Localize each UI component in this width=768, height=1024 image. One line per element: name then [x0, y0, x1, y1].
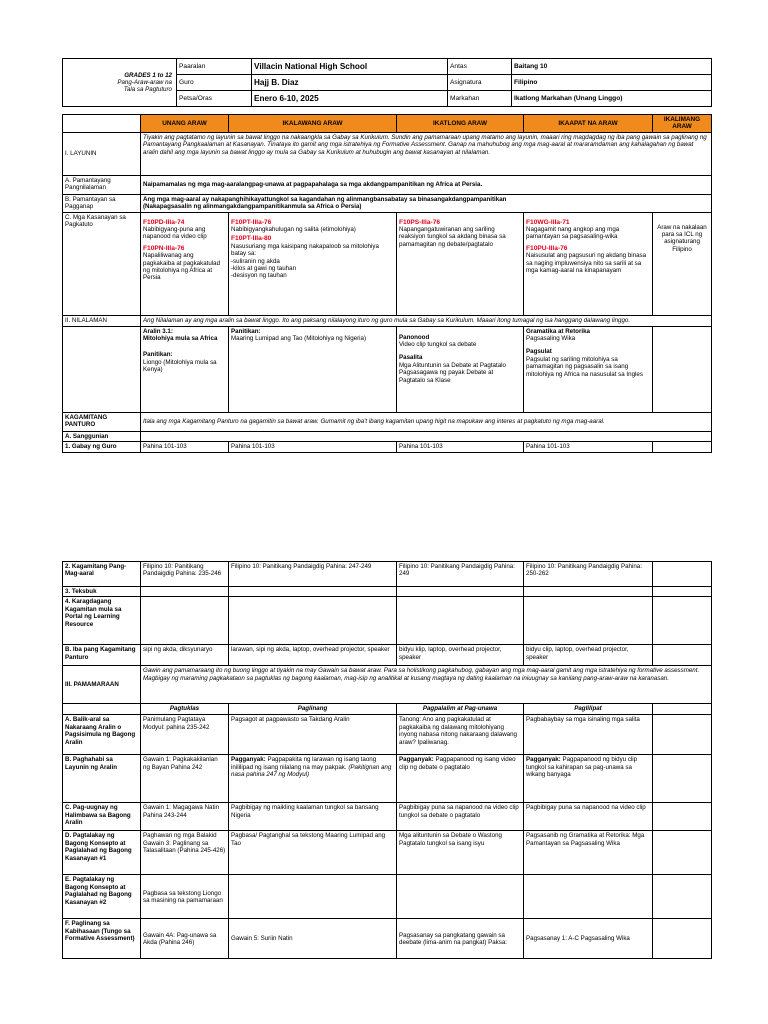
balik-aral-day1: Panimulang Pagtataya Modyul: pahina 235-242 — [141, 715, 229, 755]
iba-day3: bidyu klip, laptop, overhead projector, speaker — [397, 645, 524, 666]
nilalaman-text: Ang Nilalaman ay ang mga aralin sa bawat linggo. Ito ang paksang nilalayong ituro ng guro mula sa Gabay sa Kurikulum. Maaari itong tumagal ng isa hanggang dalawang linggo. — [141, 315, 712, 326]
competency-code: F10PT-IIIa-80 — [231, 235, 272, 243]
pagtalakay-1-day2: Pagbasa/ Pagtanghal sa tekstong Maaring Lumipad ang Tao — [229, 831, 397, 875]
content-title: Pagsulat ng sariling mitolohiya sa pamamagitan ng pagsasalin sa isang mitolohiya ng Africa na nasusulat sa Ingles — [526, 355, 643, 378]
phase-header: Pagtuklas — [141, 704, 229, 715]
sanggunian-blank — [141, 431, 712, 441]
pamamaraan-text: Gawin ang pamamaraang ito ng buong linggo at tiyakin na may Gawain sa bawat araw. Para sa holistikong pagkahubog, gabayan ang mga mag-aaral gamit ang mga istratehiya ng formative assessment. Magbigay ng maraming pagkakataon sa pagtuklas ng bagong kaalaman, mag-isip ng analitikal at kusang magtaya ng dating kaalaman na iniuugnay sa kanilang pang-araw-araw na karanasan. — [141, 666, 712, 704]
lesson-table-part-2 — [62, 561, 712, 959]
pagtalakay-1-day3: Mga alituntunin sa Debate o Wastong Pagtatalo tungkol sa isang isyu — [397, 831, 524, 875]
competency-code: F10PS-IIIa-76 — [399, 218, 441, 226]
pagtalakay-2-label: E. Pagtalakay ng Bagong Konsepto at Paglalahad ng Bagong Kasanayan #2 — [63, 875, 141, 919]
iba-day2: larawan, sipi ng akda, laptop, overhead projector, speaker — [229, 645, 397, 666]
kagamitan-text: Itala ang mga Kagamitang Panturo na gagamitin sa bawat araw. Gumamit ng iba't ibang kagamitan upang higit na mapukaw ang interes at pagkatuto ng mga mag-aaral. — [141, 412, 712, 431]
magaaral-day2: Filipino 10: Panitikang Pandaigdig Pahina: 247-249 — [229, 562, 397, 587]
pagtalakay-1-label: D. Pagtalakay ng Bagong Konsepto at Paglalahad ng Bagong Kasanayan #1 — [63, 831, 141, 875]
asignatura-label: Asignatura — [448, 75, 512, 91]
competency-text: Nabibigyangkahulugan ng salita (etimolohiya) — [231, 226, 356, 234]
pagganap-label: B. Pamantayan sa Pagganap — [63, 194, 141, 212]
paaralan-label: Paaralan — [177, 59, 252, 75]
pagganyak-label: Pagganyak: — [399, 756, 434, 764]
form-title-line: Tala sa Pagtuturo — [123, 86, 172, 94]
nilalaman-day4 — [524, 326, 653, 412]
pagganyak-label: Pagganyak: — [231, 756, 266, 764]
content-title: Mitolohiya mula sa Africa — [143, 335, 218, 343]
layunin-label: I. LAYUNIN — [63, 132, 141, 175]
asignatura-value: Filipino — [512, 75, 712, 91]
competency-code: F10WG-IIIa-71 — [526, 218, 570, 226]
teksbuk-day2 — [229, 587, 397, 597]
pagtalakay-1-day5 — [653, 831, 712, 875]
kasanayan-day1 — [141, 212, 229, 315]
content-heading: Pasalita — [399, 354, 423, 362]
paglinang-day4: Pagsasanay 1: A-C Pagsasaling Wika — [524, 919, 653, 959]
gabay-day2: Pahina 101-103 — [229, 442, 397, 453]
petsa-label: Petsa/Oras — [177, 91, 252, 107]
competency-text: Napangangatuwiranan ang sariling reaksiyon tungkol sa akdang binasa sa pamamagitan ng debate/pagtatalo — [399, 226, 506, 248]
nilalaman-day5 — [653, 326, 712, 412]
pagganyak-note: (Pakitignan ang nasa pahina 247 ng Modyul) — [231, 763, 392, 779]
teksbuk-day5 — [653, 587, 712, 597]
day-header: IKATLONG ARAW — [397, 115, 524, 133]
pag-uugnay-day4: Pagbibigay puna sa napanood na video clip — [524, 803, 653, 831]
header-table — [62, 58, 712, 107]
balik-aral-day5 — [653, 715, 712, 755]
form-title-line: Pang-Araw-araw na — [117, 78, 172, 86]
corner-cell — [63, 115, 141, 133]
gabay-day3: Pahina 101-103 — [397, 442, 524, 453]
competency-text: Napaliliwanag ang pagkakaiba at pagkakatulad ng mitolohiya ng Africa at Persia — [143, 252, 221, 282]
nilalaman-day3 — [397, 326, 524, 412]
day-header: IKALAWANG ARAW — [229, 115, 397, 133]
magaaral-label: 2. Kagamitang Pang-Mag-aaral — [63, 562, 141, 587]
pangnilalaman-text: Naipamamalas ng mga mag-aaralangpag-unawa at pagpapahalaga sa mga akdangpampanitikan ng Africa at Persia. — [141, 175, 712, 194]
day-header: UNANG ARAW — [141, 115, 229, 133]
sanggunian-label: A. Sanggunian — [63, 431, 141, 441]
magaaral-day3: Filipino 10: Panitikang Pandaigdig Pahina: 249 — [397, 562, 524, 587]
pagganap-line: Ang mga mag-aaral ay nakapanghihikayattungkol sa kagandahan ng alinmangbansabatay sa binasangakdangpampanitikan — [143, 195, 507, 203]
pamamaraan-label: III. PAMAMARAAN — [63, 666, 141, 704]
icl-note: Araw na nakalaan para sa ICL ng asignaturang Filipino — [657, 223, 707, 253]
gabay-day5 — [653, 442, 712, 453]
pag-uugnay-day3: Pagbibigay puna sa napanood na video clip tungkol sa debate o pagtatalo — [397, 803, 524, 831]
pag-uugnay-day1: Gawain 1: Magagawa Natin Pahina 243-244 — [141, 803, 229, 831]
paghahabi-day4 — [524, 755, 653, 803]
pag-uugnay-day2: Pagbibigay ng maikling kaalaman tungkol sa bansang Nigeria — [229, 803, 397, 831]
content-title: Maaring Lumipad ang Tao (Mitolohiya ng Nigeria) — [231, 335, 367, 343]
layunin-text: Tiyakin ang pagtatamo ng layunin sa bawat linggo na nakaangkla sa Gabay sa Kurikulum. Sundin ang pamamaraan upang matamo ang layunin, maaari ring magdagdag ng iba pang gawain sa paglinang ng Pamantayang Pangkaalaman at Kasanayan. Tinataya ito gamit ang mga istratehiya ng Formative Assessment. Ganap na mahuhubog ang mga mag-aaral at mararamdaman ang kahalagahan ng bawat aralin dahil ang mga layunin sa bawat linggo ay mula sa Gabay sa Kurikulum at huhubugin ang bawat kasanayan at nilalaman. — [141, 132, 712, 175]
kasanayan-day4 — [524, 212, 653, 315]
day-header: IKALIMANG ARAW — [653, 115, 712, 133]
guro-value: Hajj B. Diaz — [252, 75, 448, 91]
competency-list-item: -desisyon ng tauhan — [231, 272, 287, 280]
teksbuk-day4 — [524, 587, 653, 597]
kasanayan-day2 — [229, 212, 397, 315]
teksbuk-label: 3. Teksbuk — [63, 587, 141, 597]
content-title: Video clip tungkol sa debate — [399, 341, 477, 349]
iba-day4: bidyu clip, laptop, overhead projector, speaker — [524, 645, 653, 666]
paglinang-day1: Gawain 4A: Pag-unawa sa Akda (Pahina 246) — [141, 919, 229, 959]
form-title-line: GRADES 1 to 12 — [124, 71, 172, 79]
paglinang-day2: Gawain 5: Suriin Natin — [229, 919, 397, 959]
balik-aral-day4: Pagbabaybay sa mga isinaling mga salita — [524, 715, 653, 755]
petsa-value: Enero 6-10, 2025 — [252, 91, 448, 107]
gabay-day4: Pahina 101-103 — [524, 442, 653, 453]
balik-aral-day3: Tanong: Ano ang pagkakatulad at pagkakaiba ng dalawang mitolohiyang inyong nabasa nitong nakaraang dalawang araw? Ipaliwanag. — [397, 715, 524, 755]
content-title: Mga Alituntunin sa Debate at Pagtatalo — [399, 361, 506, 369]
pag-uugnay-day5 — [653, 803, 712, 831]
lr-portal-label: 4. Karagdagang Kagamitan mula sa Portal ng Learning Resource — [63, 597, 141, 645]
pagtalakay-2-day5 — [653, 875, 712, 919]
kagamitan-label: KAGAMITANG PANTURO — [63, 412, 141, 431]
lr-day5 — [653, 597, 712, 645]
pagtalakay-2-day1: Pagbasa sa tekstong Liongo sa masining na pamamaraan — [141, 875, 229, 919]
markahan-value: Ikatlong Markahan (Unang Linggo) — [512, 91, 712, 107]
competency-text: Nagagamit nang angkop ang mga pamantayan sa pagsasaling-wika — [526, 226, 620, 241]
pagganap-line: (Nakapagsasalin ng alinmangakdangpampanitikanmula sa Africa o Persia) — [143, 203, 362, 211]
lesson-table-part-1 — [62, 114, 712, 453]
paghahabi-day1: Gawain 1: Pagkakakilanlan ng Bayan Pahina 242 — [141, 755, 229, 803]
competency-list-item: -kilos at gawi ng tauhan — [231, 265, 297, 273]
content-title: Liongo (Mitolohiya mula sa Kenya) — [143, 358, 217, 374]
kasanayan-day3 — [397, 212, 524, 315]
content-heading: Aralin 3.1: — [143, 327, 173, 335]
paglinang-day3: Pagsasanay sa pangkatang gawain sa deebate (lima-anim na pangkat) Paksa: — [397, 919, 524, 959]
pagtalakay-1-day1: Paghawan ng mga Balakid Gawain 3: Paglinang sa Talasalitaan (Pahina 245-426) — [141, 831, 229, 875]
phase-blank — [63, 704, 141, 715]
content-heading: Panitikan: — [143, 351, 173, 359]
magaaral-day5 — [653, 562, 712, 587]
phase-header: Pagpalalim at Pag-unawa — [397, 704, 524, 715]
teksbuk-day1 — [141, 587, 229, 597]
kasanayan-day5 — [653, 212, 712, 315]
content-title: Pagsasagawa ng payak Debate at Pagtatalo sa Klase — [399, 369, 494, 384]
magaaral-day4: Filipino 10: Panitikang Pandaigdig Pahina: 250-262 — [524, 562, 653, 587]
content-heading: Pagsulat — [526, 348, 552, 356]
lr-day2 — [229, 597, 397, 645]
pangnilalaman-label: A. Pamantayang Pangnilalaman — [63, 175, 141, 194]
pagtalakay-1-day4: Pagsasanib ng Gramatika at Retorika: Mga Pamantayan sa Pagsasaling Wika — [524, 831, 653, 875]
header-form-title — [63, 59, 177, 107]
nilalaman-label: II. NILALAMAN — [63, 315, 141, 326]
guro-label: Guro — [177, 75, 252, 91]
antas-value: Baitang 10 — [512, 59, 712, 75]
competency-text: Nabibigyang-puna ang napanood na video clip — [143, 226, 207, 241]
pagganyak-text: Pagpapanood ng isang video clip ng debate o pagtatalo — [399, 756, 516, 771]
kasanayan-label: C. Mga Kasanayan sa Pagkatuto — [63, 212, 141, 315]
competency-code: F10PN-IIIa-76 — [143, 244, 185, 252]
competency-text: Nasusuriang mga kaisipang nakapaloob sa mitolohiya batay sa: — [231, 242, 379, 258]
content-heading: Panitikan: — [231, 327, 261, 335]
paghahabi-label: B. Paghahabi sa Layunin ng Aralin — [63, 755, 141, 803]
nilalaman-day1 — [141, 326, 229, 412]
competency-list-item: -suliranin ng akda — [231, 257, 280, 265]
pagganap-text — [141, 194, 712, 212]
competency-code: F10PT-IIIa-76 — [231, 218, 272, 226]
nilalaman-day2 — [229, 326, 397, 412]
lr-day1 — [141, 597, 229, 645]
paaralan-value: Villacin National High School — [252, 59, 448, 75]
antas-label: Antas — [448, 59, 512, 75]
iba-day1: sipi ng akda, diksyunaryo — [141, 645, 229, 666]
markahan-label: Markahan — [448, 91, 512, 107]
content-heading: Gramatika at Retorika — [526, 327, 590, 335]
content-heading: Panonood — [399, 333, 430, 341]
pagganyak-label: Pagganyak: — [526, 756, 561, 764]
pagtalakay-2-day2 — [229, 875, 397, 919]
paglinang-day5 — [653, 919, 712, 959]
lr-day3 — [397, 597, 524, 645]
balik-aral-day2: Pagsagot at pagpawasto sa Takdang Aralin — [229, 715, 397, 755]
content-title: Pagsasaling Wika — [526, 335, 576, 343]
lr-day4 — [524, 597, 653, 645]
phase-header: Paglilipat — [524, 704, 653, 715]
pag-uugnay-label: C. Pag-uugnay ng Halimbawa sa Bagong Aralin — [63, 803, 141, 831]
iba-label: B. Iba pang Kagamitang Panturo — [63, 645, 141, 666]
teksbuk-day3 — [397, 587, 524, 597]
balik-aral-label: A. Balik-aral sa Nakaraang Aralin o Pagsisimula ng Bagong Aralin — [63, 715, 141, 755]
iba-day5 — [653, 645, 712, 666]
pagganyak-text: Pagpapanood ng bidyu clip tungkol sa kahirapan sa pag-unawa sa wikang banyaga — [526, 756, 638, 779]
competency-code: F10PU-IIIa-76 — [526, 244, 568, 252]
paghahabi-day3 — [397, 755, 524, 803]
phase-blank — [653, 704, 712, 715]
paghahabi-day5 — [653, 755, 712, 803]
phase-header: Paglinang — [229, 704, 397, 715]
paghahabi-day2 — [229, 755, 397, 803]
day-header: IKAAPAT NA ARAW — [524, 115, 653, 133]
gabay-label: 1. Gabay ng Guro — [63, 442, 141, 453]
pagganyak-text: Pagpapakita ng larawan ng isang taong inililipad ng isang nilalang na may pakpak. — [231, 756, 377, 771]
competency-text: Naisusulat ang pagsusuri ng akdang binasa sa naging impluwensiya nito sa sarili at sa mga kamag-aaral na kinapanayam — [526, 252, 647, 275]
competency-code: F10PD-IIIa-74 — [143, 218, 185, 226]
magaaral-day1: Filipino 10: Panitikang Pandaigdig Pahina: 235-246 — [141, 562, 229, 587]
pagtalakay-2-day3 — [397, 875, 524, 919]
nilalaman-blank — [63, 326, 141, 412]
paglinang-label: F. Paglinang sa Kabihasaan (Tungo sa Formative Assessment) — [63, 919, 141, 959]
gabay-day1: Pahina 101-103 — [141, 442, 229, 453]
pagtalakay-2-day4 — [524, 875, 653, 919]
